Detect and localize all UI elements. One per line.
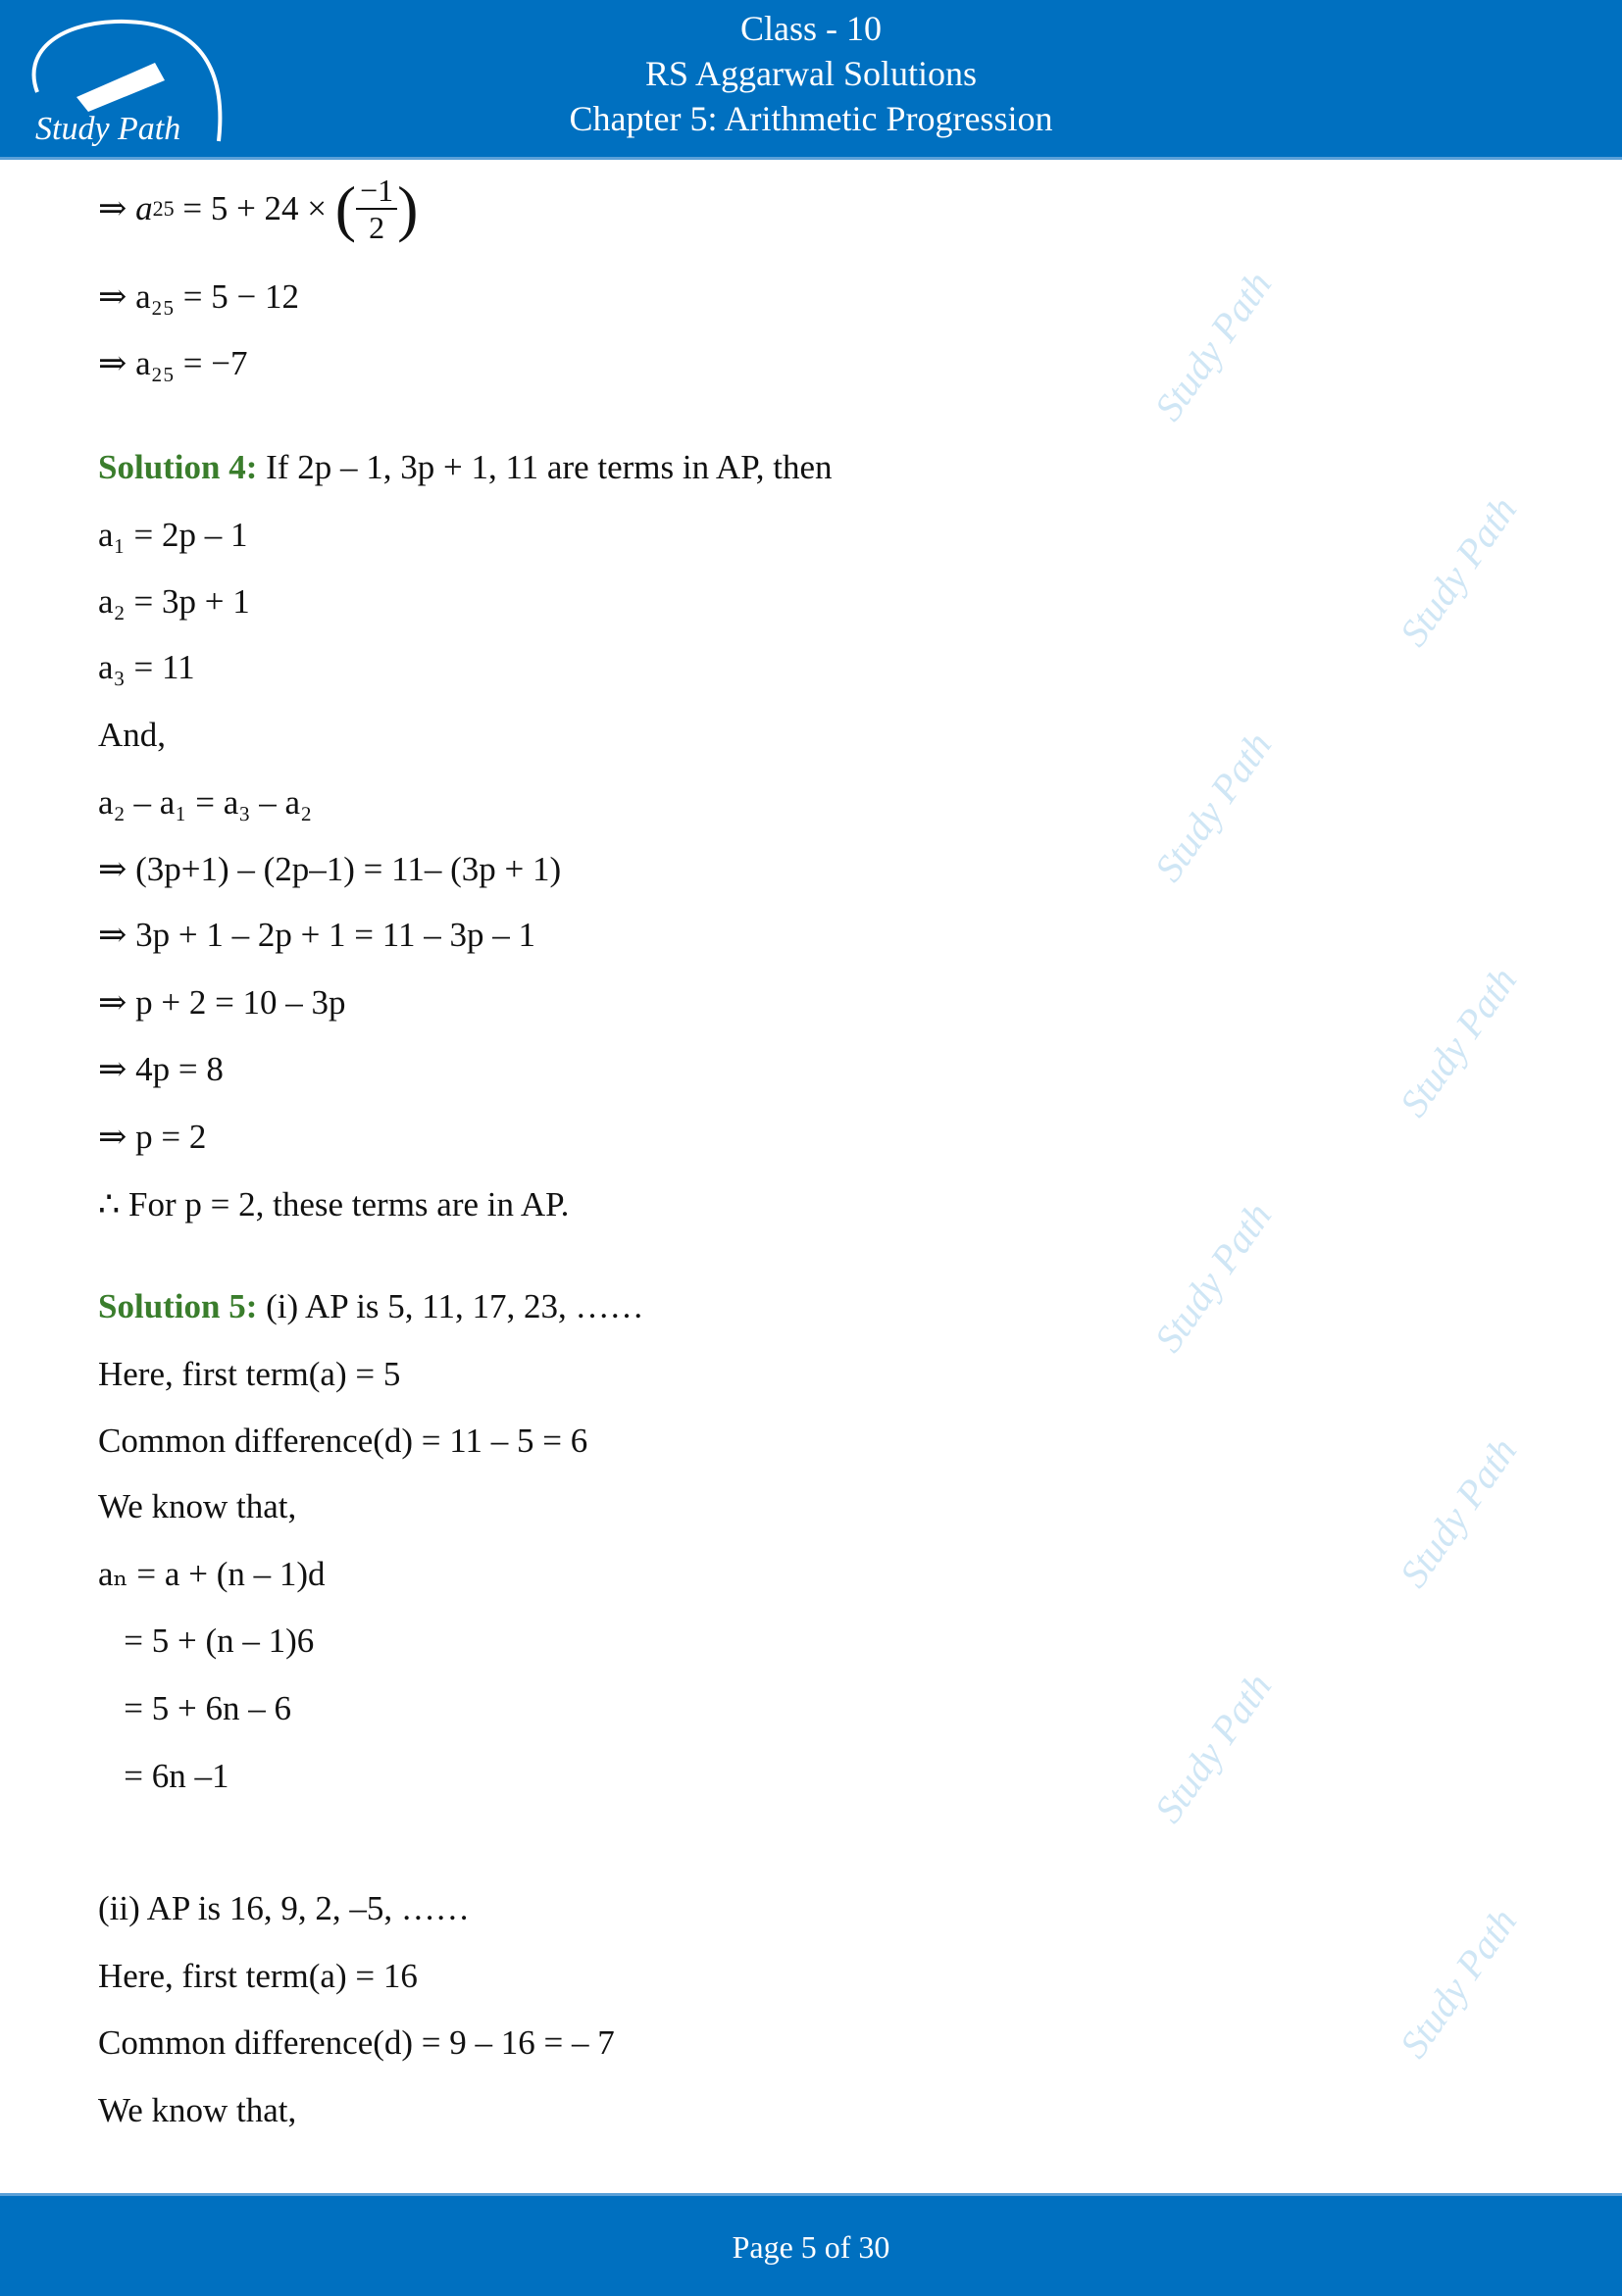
line-text: aₙ = a + (n – 1)d	[98, 1555, 326, 1593]
line-text: a₃ = 11	[98, 648, 195, 686]
text-line	[98, 916, 535, 955]
solution-label: Solution 5:	[98, 1287, 258, 1325]
text-line	[98, 716, 166, 755]
text-line	[98, 783, 312, 823]
rhs: = 5 + 24 ×	[174, 189, 335, 227]
text-line	[98, 1118, 206, 1157]
watermark-text: Study Path	[1145, 1665, 1281, 1831]
paren-close: )	[397, 174, 419, 243]
numerator: −1	[356, 173, 397, 210]
line-text: a₂ = 3p + 1	[98, 582, 250, 621]
fraction	[356, 173, 397, 245]
text-line	[98, 1487, 296, 1526]
text-line	[98, 344, 248, 383]
line-text: = 6n –1	[98, 1757, 229, 1795]
line-text: Here, first term(a) = 5	[98, 1355, 401, 1393]
text-line	[98, 648, 195, 687]
line-text: a₂ – a₁ = a₃ – a₂	[98, 783, 313, 822]
text-line	[98, 1287, 644, 1326]
text-line	[98, 448, 833, 487]
var: a	[135, 189, 153, 227]
line-text: Here, first term(a) = 16	[98, 1957, 418, 1995]
line-text: a₁ = 2p – 1	[98, 516, 248, 554]
text-line	[98, 1355, 400, 1394]
page-header	[0, 0, 1622, 160]
solution-label: Solution 4:	[98, 448, 258, 486]
svg-text:Study Path: Study Path	[35, 111, 181, 147]
watermark-text: Study Path	[1145, 1194, 1281, 1361]
text-line	[98, 2023, 615, 2063]
text-line	[98, 1422, 587, 1461]
text-line	[98, 1185, 569, 1224]
line-text: ∴ For p = 2, these terms are in AP.	[98, 1185, 570, 1223]
text-line	[98, 1050, 224, 1089]
line-text: ⇒ p + 2 = 10 – 3p	[98, 983, 346, 1022]
text-line	[98, 2091, 296, 2130]
implies: ⇒	[98, 189, 136, 227]
watermark-text: Study Path	[1391, 1429, 1526, 1596]
watermark-text: Study Path	[1145, 724, 1281, 890]
watermark-text: Study Path	[1391, 1900, 1526, 2067]
line-text: ⇒ 3p + 1 – 2p + 1 = 11 – 3p – 1	[98, 916, 535, 954]
line-text: If 2p – 1, 3p + 1, 11 are terms in AP, then	[257, 448, 833, 486]
equation-line: ⇒ a 25 = 5 + 24 × ( $\frac{-1}{2}$ )	[98, 165, 418, 253]
page-number: Page 5 of 30	[732, 2229, 890, 2265]
text-line	[98, 1689, 291, 1728]
denominator: 2	[369, 210, 385, 245]
text-line	[98, 1555, 326, 1594]
line-text: ⇒ 4p = 8	[98, 1050, 224, 1088]
text-line	[98, 1957, 418, 1996]
line-text: And,	[98, 716, 167, 754]
line-text: = 5 + 6n – 6	[98, 1689, 291, 1727]
watermark-text: Study Path	[1145, 263, 1281, 429]
line-text: ⇒ a₂₅ = −7	[98, 344, 248, 382]
header-chapter: Chapter 5: Arithmetic Progression	[569, 99, 1053, 138]
line-text: Common difference(d) = 9 – 16 = – 7	[98, 2023, 615, 2062]
paren-open: (	[334, 174, 357, 243]
watermark-text: Study Path	[1391, 488, 1526, 655]
line-text: Common difference(d) = 11 – 5 = 6	[98, 1422, 588, 1460]
text-line	[98, 1757, 229, 1796]
line-text: (i) AP is 5, 11, 17, 23, ……	[257, 1287, 644, 1325]
line-text: (ii) AP is 16, 9, 2, –5, ……	[98, 1889, 470, 1927]
text-line	[98, 983, 346, 1023]
header-class: Class - 10	[740, 9, 882, 48]
line-text: We know that,	[98, 2091, 297, 2129]
text-line	[98, 1622, 314, 1661]
text-line	[98, 1889, 470, 1928]
line-text: We know that,	[98, 1487, 297, 1525]
text-line	[98, 582, 250, 622]
watermark-text: Study Path	[1391, 959, 1526, 1125]
line-text: = 5 + (n – 1)6	[98, 1622, 315, 1660]
text-line	[98, 516, 247, 555]
text-line	[98, 850, 561, 889]
line-text: ⇒ a₂₅ = 5 − 12	[98, 277, 299, 316]
header-book: RS Aggarwal Solutions	[644, 54, 978, 93]
line-text: ⇒ p = 2	[98, 1118, 207, 1156]
text-line	[98, 277, 299, 317]
line-text: ⇒ (3p+1) – (2p–1) = 11– (3p + 1)	[98, 850, 562, 888]
page-footer	[0, 2193, 1622, 2296]
